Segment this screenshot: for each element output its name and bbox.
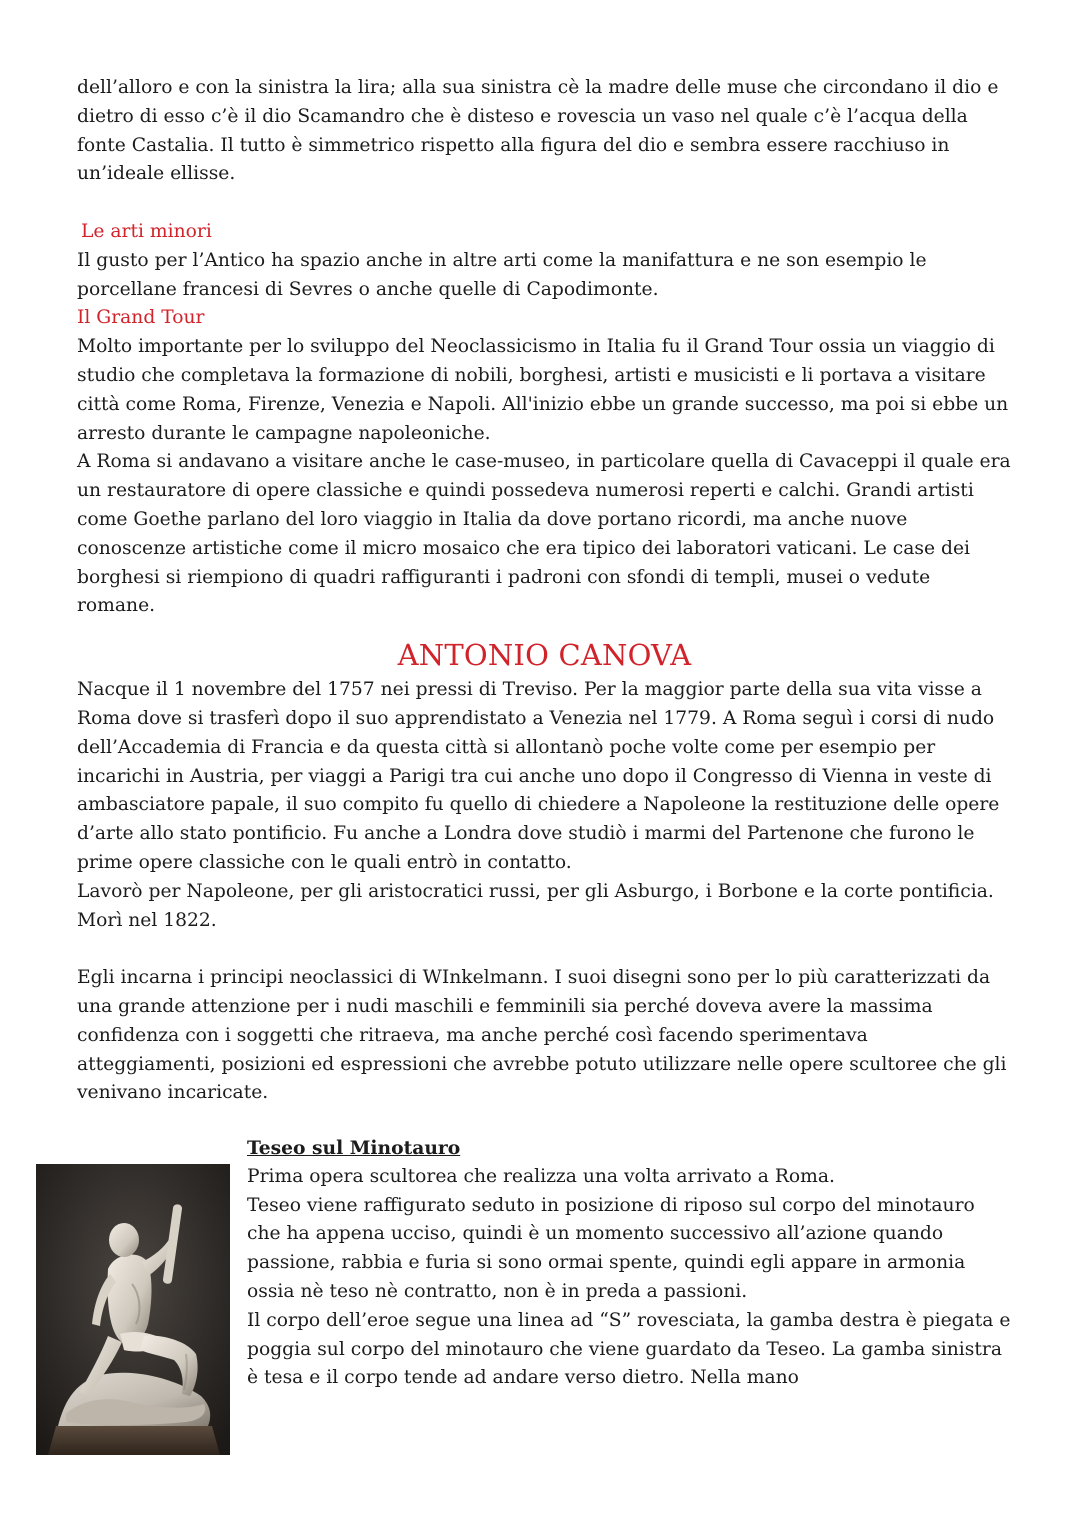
canova-title: ANTONIO CANOVA: [397, 638, 692, 673]
arti-minori-heading: Le arti minori: [81, 220, 212, 242]
teseo-line-2: Teseo viene raffigurato seduto in posizione di riposo sul corpo del minotauro che ha appena ucciso, quindi è un momento successivo all’azione quando passione, rabbia e furia si sono ormai spente, quindi egli appare in armonia ossia nè teso nè contratto, non è in preda a passioni.: [247, 1194, 975, 1303]
teseo-line-1: Prima opera scultorea che realizza una volta arrivato a Roma.: [247, 1165, 835, 1187]
canova-bio-paragraph-2: Lavorò per Napoleone, per gli aristocratici russi, per gli Asburgo, i Borbone e la corte pontificia. Morì nel 1822.: [77, 880, 994, 931]
grand-tour-heading: Il Grand Tour: [77, 307, 205, 329]
document-page: [77, 74, 1012, 1393]
teseo-line-3: Il corpo dell’eroe segue una linea ad “S” rovesciata, la gamba destra è piegata e poggia sul corpo del minotauro che viene guardato da Teseo. La gamba sinistra è tesa e il corpo tende ad andare verso dietro. Nella mano: [247, 1309, 1011, 1389]
canova-bio-paragraph-1: Nacque il 1 novembre del 1757 nei pressi di Treviso. Per la maggior parte della sua vita visse a Roma dove si trasferì dopo il suo apprendistato a Venezia nel 1779. A Roma seguì i corsi di nudo dell’Accademia di Francia e da questa città si allontanò poche volte come per esempio per incarichi in Austria, per viaggi a Parigi tra cui anche uno dopo il Congresso di Vienna in veste di ambasciatore papale, il suo compito fu quello di chiedere a Napoleone la restituzione delle opere d’arte allo stato pontificio. Fu anche a Londra dove studiò i marmi del Partenone che furono le prime opere classiche con le quali entrò in contatto.: [77, 679, 1000, 873]
teseo-sculpture-image: [36, 1164, 230, 1455]
intro-paragraph: dell’alloro e con la sinistra la lira; alla sua sinistra cè la madre delle muse che circondano il dio e dietro di esso c’è il dio Scamandro che è disteso e rovescia un vaso nel quale c’è l’acqua della fonte Castalia. Il tutto è simmetrico rispetto alla figura del dio e sembra essere racchiuso in un’ideale ellisse.: [77, 77, 999, 185]
spacer: [77, 935, 1012, 964]
sculpture-illustration: [36, 1164, 230, 1455]
teseo-title: Teseo sul Minotauro: [247, 1137, 461, 1160]
canova-principles-paragraph: Egli incarna i principi neoclassici di WInkelmann. I suoi disegni sono per lo più caratterizzati da una grande attenzione per i nudi maschili e femminili sia perché doveva avere la massima confidenza con i soggetti che ritraeva, ma anche perché così facendo sperimentava atteggiamenti, posizioni ed espressioni che avrebbe potuto utilizzare nelle opere scultoree che gli venivano incaricate.: [77, 967, 1007, 1104]
grand-tour-paragraph-2: A Roma si andavano a visitare anche le case-museo, in particolare quella di Cavaceppi il quale era un restauratore di opere classiche e quindi possedeva numerosi reperti e calchi. Grandi artisti come Goethe parlano del loro viaggio in Italia da dove portano ricordi, ma anche nuove conoscenze artistiche come il micro mosaico che era tipico dei laboratori vaticani. Le case dei borghesi si riempiono di quadri raffiguranti i padroni con sfondi di templi, musei o vedute romane.: [77, 451, 1011, 617]
spacer: [77, 189, 1012, 218]
grand-tour-paragraph-1: Molto importante per lo sviluppo del Neoclassicismo in Italia fu il Grand Tour ossia un viaggio di studio che completava la formazione di nobili, borghesi, artisti e musicisti e li portava a visitare città come Roma, Firenze, Venezia e Napoli. All'inizio ebbe un grande successo, ma poi si ebbe un arresto durante le campagne napoleoniche.: [77, 336, 1009, 444]
arti-minori-paragraph: Il gusto per l’Antico ha spazio anche in altre arti come la manifattura e ne son esempio le porcellane francesi di Sevres o anche quelle di Capodimonte.: [77, 249, 927, 300]
teseo-text: [247, 1134, 1012, 1393]
teseo-section: [77, 1134, 1012, 1393]
